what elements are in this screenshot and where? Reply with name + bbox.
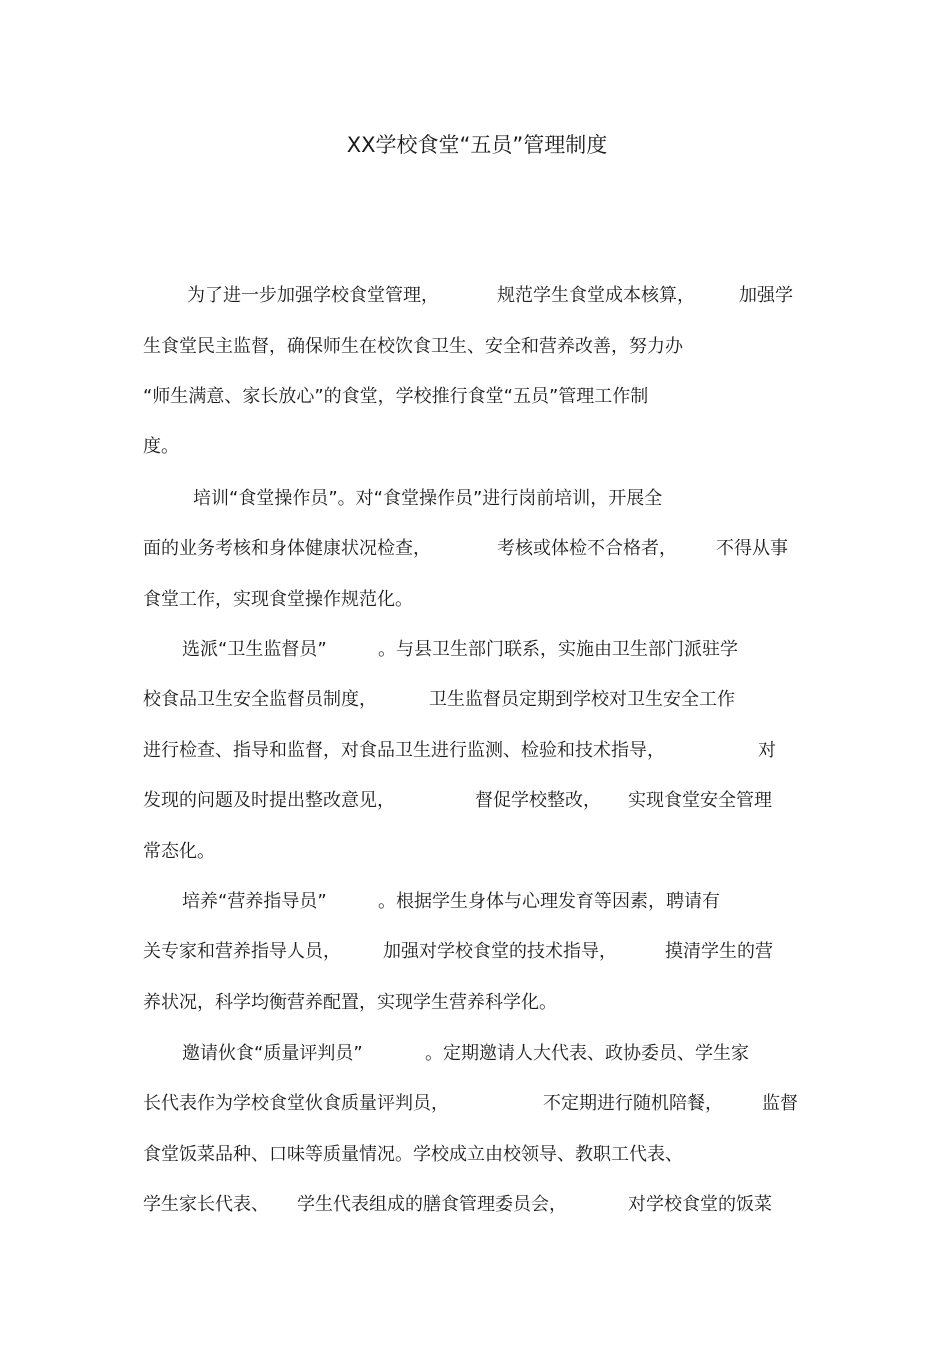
text-line: 考核或体检不合格者，: [497, 538, 677, 559]
text-line: 不得从事: [716, 538, 788, 559]
text-line: 学生代表组成的膳食管理委员会，: [297, 1194, 567, 1215]
text-line: 进行检查、指导和监督，对食品卫生进行监测、检验和技术指导，: [143, 740, 665, 761]
text-line: 学生家长代表、: [143, 1194, 269, 1215]
text-line: 为了进一步加强学校食堂管理，: [187, 285, 439, 306]
text-line: 食堂工作，实现食堂操作规范化。: [143, 589, 413, 610]
text-line: 督促学校整改，: [475, 790, 601, 811]
text-line: 面的业务考核和身体健康状况检查，: [143, 538, 431, 559]
text-line: 规范学生食堂成本核算，: [497, 285, 695, 306]
text-line: 邀请伙食“质量评判员”: [182, 1043, 363, 1064]
text-line: 度。: [143, 436, 179, 457]
document-title: XX学校食堂“五员”管理制度: [346, 133, 608, 157]
text-line: 不定期进行随机陪餐，: [543, 1093, 723, 1114]
text-line: 选派“卫生监督员”: [182, 639, 327, 660]
text-line: 关专家和营养指导人员，: [143, 941, 341, 962]
text-line: 摸清学生的营: [665, 941, 773, 962]
text-line: 培训“食堂操作员”。对“食堂操作员”进行岗前培训，开展全: [193, 488, 663, 509]
text-line: 实现食堂安全管理: [628, 790, 772, 811]
text-line: 。根据学生身体与心理发育等因素，聘请有: [378, 891, 720, 912]
text-line: 加强学: [739, 285, 793, 306]
text-line: 对: [758, 740, 776, 761]
text-line: 卫生监督员定期到学校对卫生安全工作: [429, 689, 735, 710]
text-line: 。与县卫生部门联系，实施由卫生部门派驻学: [378, 639, 738, 660]
text-line: 校食品卫生安全监督员制度，: [143, 689, 377, 710]
text-line: 长代表作为学校食堂伙食质量评判员，: [143, 1093, 449, 1114]
text-line: “师生满意、家长放心”的食堂，学校推行食堂“五员”管理工作制: [143, 386, 649, 407]
text-line: 培养“营养指导员”: [182, 891, 327, 912]
text-line: 养状况，科学均衡营养配置，实现学生营养科学化。: [143, 992, 557, 1013]
text-line: 食堂饭菜品种、口味等质量情况。学校成立由校领导、教职工代表、: [143, 1144, 683, 1165]
text-line: 发现的问题及时提出整改意见，: [143, 790, 395, 811]
text-line: 加强对学校食堂的技术指导，: [383, 941, 617, 962]
text-line: 生食堂民主监督，确保师生在校饮食卫生、安全和营养改善，努力办: [143, 336, 683, 357]
text-line: 监督: [762, 1093, 798, 1114]
text-line: 常态化。: [143, 841, 215, 862]
text-line: 。定期邀请人大代表、政协委员、学生家: [425, 1043, 749, 1064]
text-line: 对学校食堂的饭菜: [628, 1194, 772, 1215]
